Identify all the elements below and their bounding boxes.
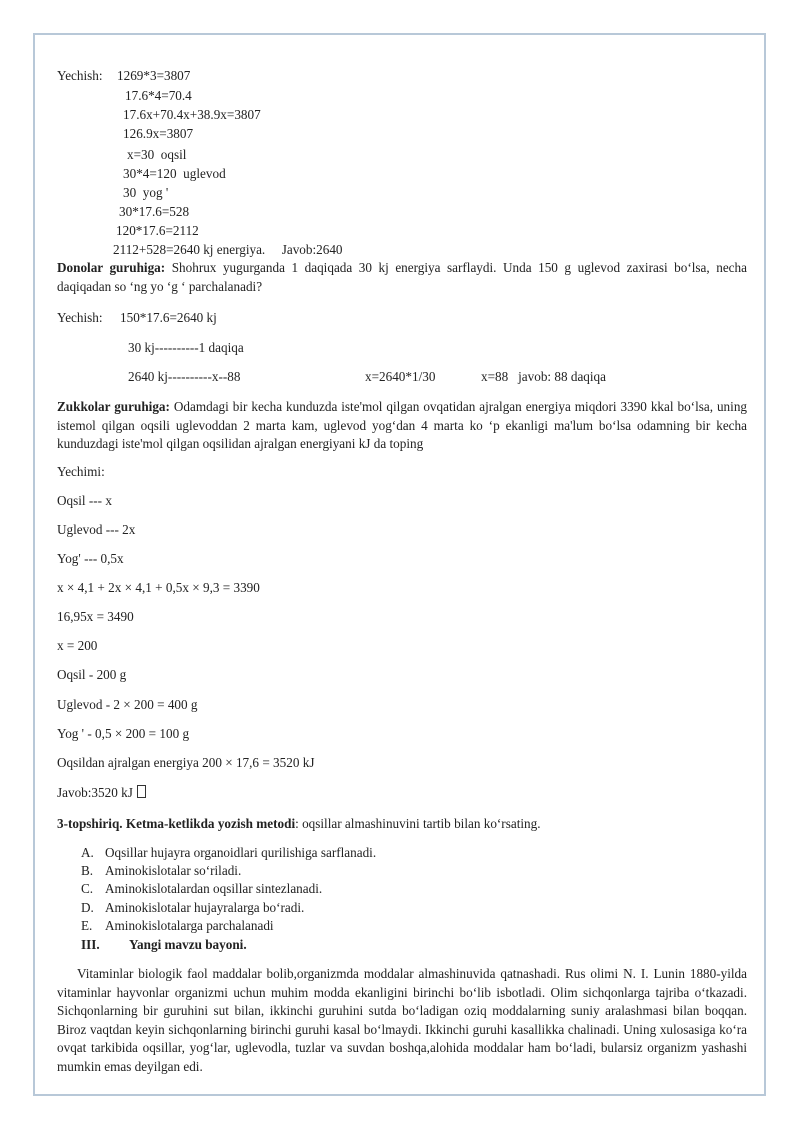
donolar-line: 30 kj----------1 daqiqa [128, 340, 244, 355]
zukkolar-line: Yog' --- 0,5x [57, 551, 124, 566]
donolar-text: Shohrux yugurganda 1 daqiqada 30 kj energiya sarflaydi. Unda 150 g uglevod zaxirasi bo‘lsa, necha daqiqadan so ‘ng yo ‘g ‘ parchalanadi? [57, 260, 747, 294]
yechish-line: 120*17.6=2112 [116, 223, 199, 238]
list-item: Aminokislotalar hujayralarga bo‘radi. [105, 900, 305, 915]
zukkolar-line: 16,95x = 3490 [57, 609, 134, 624]
zukkolar-line: Yog ' - 0,5 × 200 = 100 g [57, 726, 190, 741]
yechish-line: 17.6*4=70.4 [125, 88, 192, 103]
donolar-task [57, 259, 747, 296]
zukkolar-answer-text: Javob:3520 kJ [57, 785, 137, 800]
yechish-line: 30 yog ' [123, 185, 169, 200]
donolar-line: x=2640*1/30 [365, 369, 436, 384]
zukkolar-line: Oqsil --- x [57, 493, 112, 508]
donolar-yechish-label: Yechish: [57, 310, 103, 325]
list-item-letter: E. [81, 918, 93, 933]
task3-title: 3-topshiriq. Ketma-ketlikda yozish metodi [57, 816, 296, 831]
donolar-answer: x=88 javob: 88 daqiqa [481, 369, 607, 384]
zukkolar-line: Uglevod - 2 × 200 = 400 g [57, 697, 198, 712]
yechish-label: Yechish: [57, 68, 103, 83]
task3-rest: : oqsillar almashinuvini tartib bilan ko‘rsating. [295, 816, 541, 831]
list-item-letter: A. [81, 845, 94, 860]
list-item-letter: D. [81, 900, 94, 915]
yechish-line: x=30 oqsil [127, 147, 187, 162]
body-paragraph: Vitaminlar biologik faol maddalar bolib,organizmda moddalar almashinuvida qatnashadi. Rus olimi N. I. Lunin 1880-yilda vitaminlar hayvonlar organizmi uchun muhim modda ekanligini birinchi bo‘lib isbotladi. Olim sichqonlarga tajriba o‘tkazadi. Sichqonlarning bir guruhini sut bilan, ikkinchi guruhini sutda bo‘ladigan oziq moddalarning suniy aralashmasi bilan boqqan. Biroz vaqtdan keyin sichqonlarning birinchi guruhi kasal bo‘lmaydi. Ikkinchi guruhi kasallikka chalinadi. Uning xulosasiga ko‘ra ovqat tarkibida oqsillar, yog‘lar, uglevodla, tuzlar va suvdan boshqa,alohida moddalar ham bo‘ladi, bularsiz organizm yashashi mumkin emas deyilgan edi. [57, 966, 747, 1074]
list-item: Aminokislotalar so‘riladi. [105, 863, 242, 878]
zukkolar-title: Zukkolar guruhiga: [57, 399, 170, 414]
yechish-line: 2112+528=2640 kj energiya. Javob:2640 [113, 242, 343, 257]
list-item: Aminokislotalarga parchalanadi [105, 918, 274, 933]
list-item-letter: C. [81, 881, 94, 896]
zukkolar-task [57, 398, 747, 454]
list-item: Aminokislotalardan oqsillar sintezlanadi. [105, 881, 323, 896]
donolar-title: Donolar guruhiga: [57, 260, 166, 275]
yechish-line: 126.9x=3807 [123, 126, 194, 141]
zukkolar-line: x = 200 [57, 638, 98, 653]
zukkolar-line: Oqsil - 200 g [57, 667, 127, 682]
missing-glyph-icon [137, 785, 146, 798]
yechish-line: 30*4=120 uglevod [123, 166, 226, 181]
zukkolar-line: x × 4,1 + 2x × 4,1 + 0,5x × 9,3 = 3390 [57, 580, 260, 595]
donolar-line: 2640 kj----------x--88 [128, 369, 241, 384]
zukkolar-line: Uglevod --- 2x [57, 522, 136, 537]
section-title: Yangi mavzu bayoni. [129, 937, 247, 952]
yechish-line: 30*17.6=528 [119, 204, 190, 219]
task3-heading [57, 816, 541, 832]
zukkolar-line: Yechimi: [57, 464, 105, 479]
yechish-line: 17.6x+70.4x+38.9x=3807 [123, 107, 261, 122]
donolar-yechish-line: 150*17.6=2640 kj [120, 310, 217, 325]
zukkolar-line: Oqsildan ajralgan energiya 200 × 17,6 = 3520 kJ [57, 755, 315, 770]
zukkolar-text: Odamdagi bir kecha kunduzda iste'mol qilgan ovqatidan ajralgan energiya miqdori 3390 kkal bo‘lsa, uning istemol qilgan oqsili uglevoddan 2 marta kam, uglevod yog‘dan 4 marta ko ‘p ekanligi ma'lum bo‘lsa odamning bir kecha kunduzdagi iste'mol qilgan oqsilidan ajralgan energiyani kJ da toping [57, 399, 748, 452]
list-item: Oqsillar hujayra organoidlari qurilishiga sarflanadi. [105, 845, 377, 860]
yechish-line: 1269*3=3807 [117, 68, 191, 83]
section-number: III. [81, 937, 100, 952]
list-item-letter: B. [81, 863, 94, 878]
zukkolar-answer [57, 785, 146, 801]
